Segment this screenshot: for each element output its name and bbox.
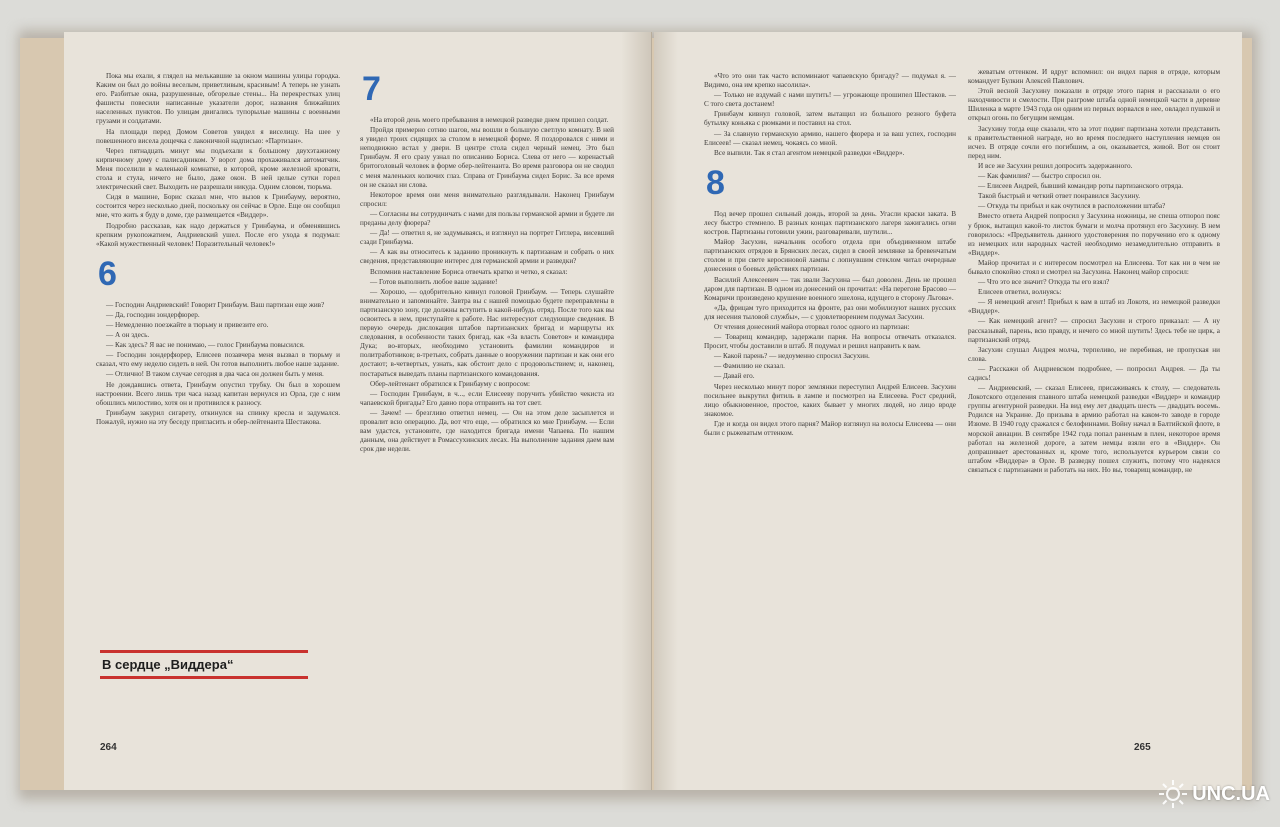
paragraph: — Отлично! В таком случае сегодня в два часа он должен быть у меня. xyxy=(106,370,324,379)
paragraph: Некоторое время они меня внимательно разглядывали. Наконец Гринбаум спросил: xyxy=(360,190,614,208)
paragraph: Пока мы ехали, я глядел на мелькавшие за окном машины улицы городка. Каким он был до войны веселым, приветливым, красивым! А теперь не узнать его. Разбитые окна, разрушенные, обгорелые стены... На перекрестках улиц фашисты повесили написанные указатели дорог, названия ближайших населенных пунктов. По улицам двигались тупорылые машины с военными грузами и солдатами. xyxy=(96,72,340,126)
paragraph: Засухин слушал Андрея молча, терпеливо, не перебивая, не пропуская ни слова. xyxy=(968,345,1220,363)
column-3 xyxy=(704,72,956,752)
paragraph: Засухину тогда еще сказали, что за этот подвиг партизана хотели представить к правительственной награде, но во время последнего наступления немцев он исчез. В отряде сочли его погибшим, а он, оказывается, живой. Вот он стоит перед ним. xyxy=(968,124,1220,160)
watermark-text: UNC.UA xyxy=(1192,782,1270,805)
paragraph: Через пятнадцать минут мы подъехали к большому двухэтажному кирпичному дому с палисадником. У ворот дома прохаживался автоматчик. Меня поселили в маленькой комнатке, в которой, кроме железной кровати, стола и стула, ничего не было, даже окон. В ней целые сутки горел электрический свет. Выходить не разрешали никуда. Одним словом, тюрьма. xyxy=(96,146,340,192)
paragraph: — Зачем! — брезгливо ответил немец. — Он на этом деле засыплется и провалит всю операцию. Да, вот что еще, — обратился ко мне Гринбаум. — Если вам удастся, установите, где находится бригада имени Чапаева. По нашим данным, она действует в Ромассухинских лесах. На выполнение задания даем вам срок две недели. xyxy=(360,408,614,454)
section-title: В сердце „Виддера“ xyxy=(102,656,234,672)
paragraph: Все выпили. Так я стал агентом немецкой разведки «Виддер». xyxy=(714,148,905,157)
paragraph: Под вечер прошел сильный дождь, второй за день. Угасли краски заката. В лесу быстро стемнело. В разных концах партизанского лагеря зажигались огни костров. Партизаны готовили ужин, разговаривали, шутили... xyxy=(704,209,956,237)
paragraph: — А как вы относитесь к заданию проникнуть к партизанам и собрать о них сведения, представляющие интерес для германской армии и разведки? xyxy=(360,248,614,266)
paragraph: — Да! — ответил я, не задумываясь, и взглянул на портрет Гитлера, висевший сзади Гринбаума. xyxy=(360,229,614,247)
sun-logo-icon xyxy=(1158,779,1188,809)
chapter-number-8: 8 xyxy=(706,163,725,202)
paragraph: Обер-лейтенант обратился к Гринбауму с вопросом: xyxy=(370,379,530,388)
paragraph: «На второй день моего пребывания в немецкой разведке днем пришел солдат. xyxy=(370,116,609,124)
column-2 xyxy=(360,72,614,752)
paragraph: — Как фамилия? — быстро спросил он. xyxy=(978,172,1102,181)
paragraph: Майор Засухин, начальник особого отдела при объединенном штабе партизанских отрядов в Брянских лесах, сидел в своей землянке за бревенчатым столом и при свете керосиновой лампы с лопнувшим стеклом читал очередные донесения о боевых действиях партизан. xyxy=(704,238,956,274)
paragraph: Вместо ответа Андрей попросил у Засухина ножницы, не спеша отпорол пояс у брюк, вытащил какой-то листок бумаги и молча протянул его Засухину. В нем говорилось: «Предъявитель данного удостоверения по поручению его к одному из немецких или народных частей необходимо незамедлительно отправить в «Виддер». xyxy=(968,212,1220,257)
paragraph: Через несколько минут порог землянки переступил Андрей Елисеев. Засухин посильнее выкрутил фитиль в лампе и посмотрел на Елисеева. Рост средний, лицо обыкновенное, простое, каких бывает у многих людей, но лицо вроде знакомое. xyxy=(704,382,956,418)
paragraph: — Откуда ты прибыл и как очутился в расположении штаба? xyxy=(978,202,1166,211)
paragraph: — А он здесь. xyxy=(106,331,150,340)
paragraph: — Андриевский, — сказал Елисеев, присаживаясь к столу, — следователь Локотского отделения главного штаба немецкой разведки «Виддер» и командир группы агентурной разведки. На вид ему лет двадцать шесть — двадцать восемь. Родился на Украине. До призыва в армию работал на каком-то заводе в городе Изюме. В 1940 году сражался с белофиннами. Войну начал в Балтийской флоте, в морской авиации. В сентябре 1942 года попал раненым в плен, некоторое время работал на железной дороге, а затем немцы взяли его в «Виддер». Он допрашивает арестованных и, кроме того, используется курьером связи со штабом «Виддера» в Орле. В разведку пошел служить, потому что надеялся связаться с партизанами и работать на них. Но вы, товарищ командир, не xyxy=(968,384,1220,474)
paragraph: Где и когда он видел этого парня? Майор взглянул на волосы Елисеева — они были с рыжеватым оттенком. xyxy=(704,419,956,437)
paragraph: — Расскажи об Андриевском подробнее, — попросил Андрея. — Да ты садись! xyxy=(968,364,1220,382)
page-number-right: 265 xyxy=(1134,742,1151,753)
right-page xyxy=(654,32,1242,790)
paragraph: На площади перед Домом Советов увидел я виселицу. На шее у повешенного висела дощечка с лаконичной надписью: «Партизан». xyxy=(96,127,340,145)
paragraph: — Фамилию не сказал. xyxy=(714,362,785,371)
paragraph: Не дождавшись ответа, Гринбаум опустил трубку. Он был в хорошем настроении. Всего лишь три часа назад капитан вернулся из Орла, где с ним обошлись милостиво, хотя он и противился к разносу. xyxy=(96,380,340,407)
paragraph: — Как здесь? Я вас не понимаю, — голос Гринбаума повысился. xyxy=(106,341,305,350)
paragraph: Подробно рассказав, как надо держаться у Гринбаума, и обменявшись крепким рукопожатием, Андриевский ушел. После его ухода я подумал: «Какой мужественный человек! Поразительный человек!» xyxy=(96,221,340,248)
paragraph: «Да, фрицам туго приходится на фронте, раз они мобилизуют наших русских для несения тыловой службы», — с удовлетворением подумал Засухин. xyxy=(704,303,956,321)
paragraph: Такой быстрый и четкий ответ понравился Засухину. xyxy=(978,192,1141,201)
watermark xyxy=(1158,779,1270,809)
paragraph: — Немедленно поезжайте в тюрьму и привезите его. xyxy=(106,320,269,329)
paragraph: Гринбаум кивнул головой, затем вытащил из большого резного буфета бутылку коньяка с рюмками и поставил на стол. xyxy=(704,110,956,128)
paragraph: — Хорошо, — одобрительно кивнул головой Гринбаум. — Теперь слушайте внимательно и запоминайте. Завтра вы с нашей помощью будете переправлены в партизанскую зону, где должны вступить в какой-нибудь отряд. После того как вы освоитесь в нем, приступайте к работе. Нас интересуют следующие сведения. В первую очередь дислокация штабов партизанских бригад и маршруты их следования, в особенности таких бригад, как «За власть Советов» и командира Дука; во-вторых, необходимо установить фамилии командиров и политработников; в-третьих, собрать данные о вооружении партизан и как они его достают; в-четвертых, узнать, как обстоит дело с продовольствием; и, наконец, постараться выведать планы партизанского командования. xyxy=(360,287,614,378)
paragraph: Вспомнив наставление Бориса отвечать кратко и четко, я сказал: xyxy=(370,267,568,276)
paragraph: — Да, господин зондерфюрер. xyxy=(106,310,200,319)
left-page xyxy=(64,32,652,790)
paragraph: — Готов выполнить любое ваше задание! xyxy=(370,277,498,286)
paragraph: — Что это все значит? Откуда ты его взял? xyxy=(978,278,1110,287)
chapter-number-7: 7 xyxy=(362,72,381,108)
paragraph: — За славную германскую армию, нашего фюрера и за ваш успех, господин Елисеев! — сказал немец, чокаясь со мной. xyxy=(704,129,956,147)
paragraph: Елисеев ответил, волнуясь: xyxy=(978,288,1062,297)
paragraph: Пройдя примерно сотню шагов, мы вошли в большую светлую комнату. В ней я увидел троих сидящих за столом в немецкой форме. Я поздоровался с ними и неподвижно встал у двери. В центре стола сидел черный немец. Это был Гринбаум. Я его сразу узнал по описанию Бориса. Слева от него — коренастый бритоголовый человек в форме обер-лейтенанта. Во время разговора он не сводил с меня маленьких колючих глаз. Справа от Гринбаума сидел Борис. За все время он не сказал ни слова. xyxy=(360,126,614,189)
paragraph: Сидя в машине, Борис сказал мне, что вызов к Гринбауму, вероятно, состоится через несколько дней, поскольку он сейчас в Орле. Еще он сообщил мне, что жить я буду в доме, где размещается «Виддер». xyxy=(96,193,340,220)
paragraph: — Я немецкий агент! Прибыл к вам в штаб из Локотя, из немецкой разведки «Виддер». xyxy=(968,298,1220,316)
paragraph: — Давай его. xyxy=(714,372,755,381)
page-number-left: 264 xyxy=(100,742,117,753)
paragraph: — Господин Гринбаум, в ч..., если Елисееву поручить убийство чекиста из чапаевской бригады? Его давно пора отправить на тот свет. xyxy=(360,389,614,407)
paragraph: И все же Засухин решил допросить задержанного. xyxy=(978,161,1133,170)
paragraph: — Товарищ командир, задержали парня. На вопросы отвечать отказался. Просит, чтобы доставили в штаб. Я подумал и решил направить к вам. xyxy=(704,333,956,351)
title-rule-bottom xyxy=(100,676,308,679)
section-title-box xyxy=(100,644,308,684)
paragraph: — Елисеев Андрей, бывший командир роты партизанского отряда. xyxy=(978,182,1184,191)
paragraph: Этой весной Засухину показали в отряде этого парня и рассказали о его находчивости и смелости. При разгроме штаба одной немецкой части в деревне Шиленка в марте 1943 года он одним из первых ворвался в нее, овладел пушкой и открыл огонь по бегущим немцам. xyxy=(968,87,1220,123)
paragraph: — Какой парень? — недоуменно спросил Засухин. xyxy=(714,352,870,361)
paragraph: Гринбаум закурил сигарету, откинулся на спинку кресла и задумался. Пожалуй, нужно на эту беседу пригласить и обер-лейтенанта Шестакова. xyxy=(96,408,340,426)
column-4 xyxy=(968,68,1220,748)
paragraph: жеватым оттенком. И вдруг вспомнил: он видел парня в отряде, которым командует Булкин Алексей Павлович. xyxy=(968,68,1220,86)
paragraph: — Господин зондерфюрер, Елисеев позавчера меня вызвал в тюрьму и сказал, что ему неделю сидеть в ней. Он готов выполнить любое наше задание. xyxy=(96,351,340,369)
paragraph: — Как немецкий агент? — спросил Засухин и строго приказал: — А ну рассказывай, парень, всю правду, и нечего со мной шутить! Здесь тебе не цирк, а партизанский отряд. xyxy=(968,317,1220,344)
paragraph: Майор прочитал и с интересом посмотрел на Елисеева. Тот как ни в чем не бывало спокойно стоял и смотрел на Засухина. Наконец майор спросил: xyxy=(968,258,1220,276)
paragraph: — Только не вздумай с нами шутить! — угрожающе прошипел Шестаков. — С того света достанем! xyxy=(704,91,956,109)
paragraph: — Согласны вы сотрудничать с нами для пользы германской армии и будете ли преданы делу фюрера? xyxy=(360,209,614,228)
chapter-number-6: 6 xyxy=(98,254,117,293)
paragraph: От чтения донесений майора оторвал голос одного из партизан: xyxy=(714,322,910,331)
paragraph: — Господин Андриевский! Говорит Гринбаум. Ваш партизан еще жив? xyxy=(106,300,325,309)
paragraph: Василий Алексеевич — так звали Засухина — был доволен. День не прошел даром для партизан. В одном из донесений он прочитал: «На перегоне Брасово — Комаричи произведено крушение военного эшелона, идущего в сторону Льгова». xyxy=(704,275,956,302)
paragraph: «Что это они так часто вспоминают чапаевскую бригаду? — подумал я. — Видимо, она им крепко насолила». xyxy=(704,72,956,90)
